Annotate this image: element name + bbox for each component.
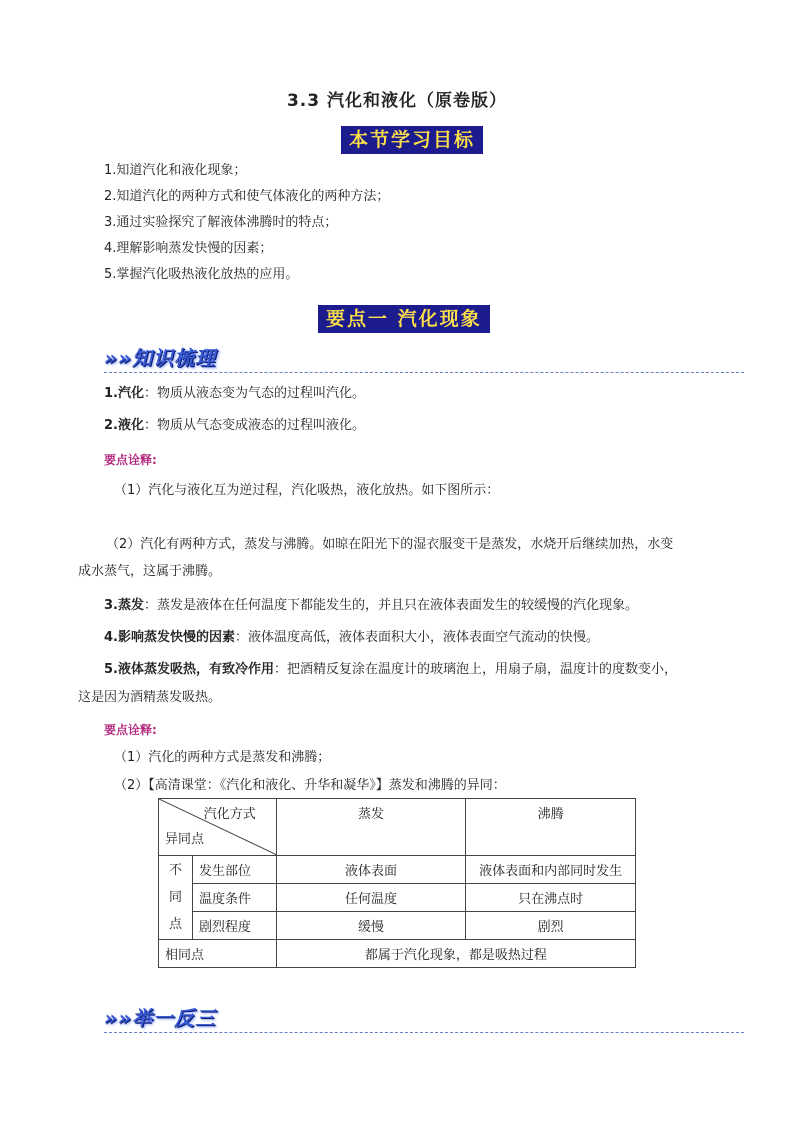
table-cell: 都属于汽化现象，都是吸热过程 xyxy=(276,940,635,968)
diff-label-char: 同 xyxy=(168,890,182,905)
evaporation-factors xyxy=(104,628,599,648)
hint-label: 要点诠释: xyxy=(104,723,157,737)
table-cell: 剧烈 xyxy=(466,912,636,940)
note-line: 这是因为酒精蒸发吸热。 xyxy=(78,690,222,705)
table-cell: 缓慢 xyxy=(276,912,466,940)
table-row xyxy=(159,912,636,940)
comparison-table xyxy=(158,798,636,968)
section-divider xyxy=(104,372,744,373)
table-header-cell: 蒸发 xyxy=(276,799,466,856)
table-cell: 发生部位 xyxy=(192,856,276,884)
table-row xyxy=(159,884,636,912)
table-header-cell: 沸腾 xyxy=(466,799,636,856)
section-heading-examples: »»举一反三 xyxy=(104,1006,216,1030)
note-line: （2）【高清课堂：《汽化和液化、升华和凝华》】蒸发和沸腾的异同： xyxy=(114,778,506,793)
page-title: 3.3 汽化和液化（原卷版） xyxy=(286,91,508,111)
section-heading-knowledge: »»知识梳理 xyxy=(104,346,216,370)
table-row xyxy=(159,940,636,968)
diff-label-cell xyxy=(159,856,193,940)
term-label: 2.液化 xyxy=(104,418,144,433)
diag-bottom-label: 异同点 xyxy=(165,832,205,847)
section-divider xyxy=(104,1032,744,1033)
table-cell: 相同点 xyxy=(159,940,277,968)
term-label: 1.汽化 xyxy=(104,386,144,401)
goal-item: 5.掌握汽化吸热液化放热的应用。 xyxy=(104,267,299,282)
table-cell: 温度条件 xyxy=(192,884,276,912)
evaporation-cooling xyxy=(104,660,677,680)
table-diagonal-header xyxy=(159,799,277,856)
note-line: （1）汽化与液化互为逆过程，汽化吸热，液化放热。如下图所示： xyxy=(114,483,500,498)
term-text: ：蒸发是液体在任何温度下都能发生的，并且只在液体表面发生的较缓慢的汽化现象。 xyxy=(143,598,638,613)
term-label: 5.液体蒸发吸热，有致冷作用 xyxy=(104,662,274,677)
term-text: ：液体温度高低，液体表面积大小，液体表面空气流动的快慢。 xyxy=(234,630,599,645)
term-label: 3.蒸发 xyxy=(104,598,144,613)
definition-liquefaction xyxy=(104,416,365,436)
goal-list xyxy=(104,158,389,288)
term-text: ：物质从气态变成液态的过程叫液化。 xyxy=(143,418,365,433)
goal-item: 4.理解影响蒸发快慢的因素； xyxy=(104,241,273,256)
note-line: （2）汽化有两种方式，蒸发与沸腾。如晾在阳光下的湿衣服变干是蒸发，水烧开后继续加热，水变 xyxy=(106,537,674,552)
diff-label-char: 不 xyxy=(168,863,182,878)
definition-vaporization xyxy=(104,384,365,404)
table-header-row xyxy=(159,799,636,856)
term-text: ：物质从液态变为气态的过程叫汽化。 xyxy=(143,386,365,401)
table-cell: 只在沸点时 xyxy=(466,884,636,912)
table-cell: 剧烈程度 xyxy=(192,912,276,940)
table-row xyxy=(159,856,636,884)
term-text: ：把酒精反复涂在温度计的玻璃泡上，用扇子扇，温度计的度数变小， xyxy=(273,662,677,677)
point1-banner: 要点一 汽化现象 xyxy=(318,305,490,333)
term-label: 4.影响蒸发快慢的因素 xyxy=(104,630,235,645)
table-cell: 任何温度 xyxy=(276,884,466,912)
diag-top-label: 汽化方式 xyxy=(203,807,256,822)
goals-banner: 本节学习目标 xyxy=(341,126,483,154)
diff-label-char: 点 xyxy=(168,917,182,932)
note-line: （1）汽化的两种方式是蒸发和沸腾； xyxy=(114,750,331,765)
goal-item: 1.知道汽化和液化现象； xyxy=(104,163,247,178)
table-cell: 液体表面和内部同时发生 xyxy=(466,856,636,884)
table-cell: 液体表面 xyxy=(276,856,466,884)
hint-label: 要点诠释: xyxy=(104,453,157,467)
definition-evaporation xyxy=(104,596,638,616)
note-line: 成水蒸气，这属于沸腾。 xyxy=(78,564,222,579)
goal-item: 3.通过实验探究了解液体沸腾时的特点； xyxy=(104,215,338,230)
goal-item: 2.知道汽化的两种方式和使气体液化的两种方法； xyxy=(104,189,390,204)
